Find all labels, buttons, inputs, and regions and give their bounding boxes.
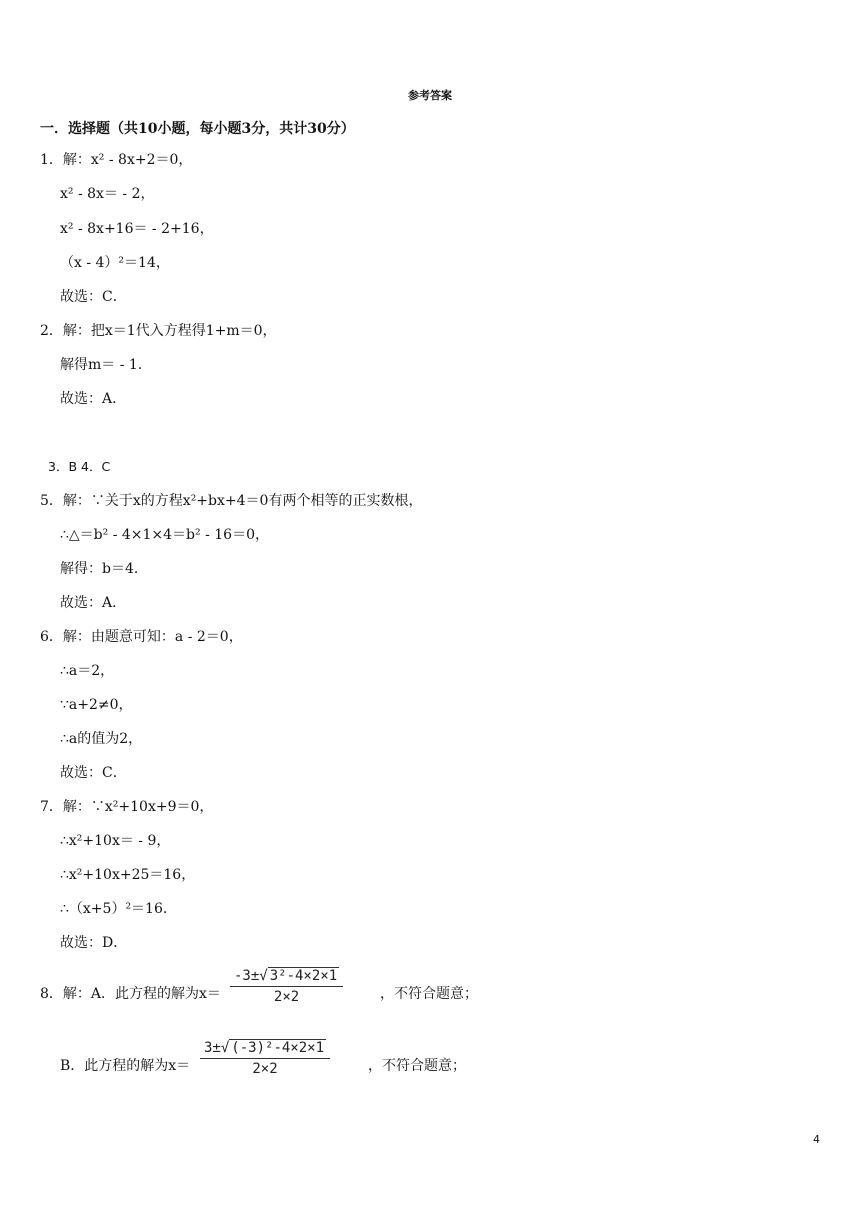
q1-answer: 故选：C． — [60, 289, 127, 305]
q8-a-denominator: 2×2 — [273, 989, 300, 1005]
q6-answer: 故选：C． — [60, 765, 127, 781]
q7-line-3: ∴x²+10x+25＝16， — [60, 867, 196, 883]
q5-line-2: ∴△＝b² - 4×1×4＝b² - 16＝0， — [60, 527, 269, 543]
q1-line-3: x² - 8x+16＝ - 2+16， — [60, 221, 214, 237]
q7-answer: 故选：D． — [60, 935, 128, 951]
q2-answer: 故选：A． — [60, 391, 127, 407]
q5-answer: 故选：A． — [60, 595, 127, 611]
q8-a-prefix: 8．解：A．此方程的解为x＝ — [40, 986, 221, 1002]
section-heading: 一．选择题（共10小题，每小题3分，共计30分） — [40, 121, 355, 137]
q6-line-2: ∴a＝2， — [60, 663, 115, 679]
q8-a-numerator — [230, 968, 343, 987]
q6-line-3: ∵a+2≠0， — [60, 697, 133, 713]
q1-line-2: x² - 8x＝ - 2， — [60, 186, 155, 202]
q8-a-suffix: ，不符合题意； — [380, 986, 478, 1002]
q3-q4-answers: 3．B 4．C — [48, 459, 111, 474]
q5-line-1: 5．解：∵关于x的方程x²+bx+4＝0有两个相等的正实数根， — [40, 493, 423, 509]
q6-line-1: 6．解：由题意可知：a - 2＝0， — [40, 629, 243, 645]
q8-b-denominator: 2×2 — [252, 1061, 278, 1077]
q8-b-prefix: B．此方程的解为x＝ — [60, 1058, 191, 1074]
page-title: 参考答案 — [408, 89, 452, 102]
q2-line-2: 解得m＝ - 1． — [60, 357, 152, 373]
q7-line-2: ∴x²+10x＝ - 9， — [60, 833, 171, 849]
q8-a-fraction — [230, 968, 343, 1005]
q8-b-radicand: (-3)²-4×2×1 — [231, 1040, 325, 1056]
q5-line-3: 解得：b＝4． — [60, 561, 148, 577]
q7-line-4: ∴（x+5）²＝16． — [60, 901, 177, 917]
q8-b-num-lead: 3±√ — [204, 1040, 230, 1056]
q1-line-4: （x - 4）²＝14， — [60, 255, 170, 271]
q6-line-4: ∴a的值为2， — [60, 731, 143, 747]
q8-a-radicand: 3²-4×2×1 — [269, 968, 338, 984]
q7-line-1: 7．解：∵x²+10x+9＝0， — [40, 799, 214, 815]
q8-b-fraction — [200, 1040, 330, 1077]
q2-line-1: 2．解：把x＝1代入方程得1+m＝0， — [40, 323, 277, 339]
q8-b-numerator — [200, 1040, 330, 1059]
q8-a-num-lead: -3±√ — [234, 968, 268, 984]
q8-b-suffix: ，不符合题意； — [368, 1058, 466, 1074]
page-number: 4 — [813, 1133, 820, 1146]
q1-line-1: 1．解：x² - 8x+2＝0， — [40, 152, 193, 168]
